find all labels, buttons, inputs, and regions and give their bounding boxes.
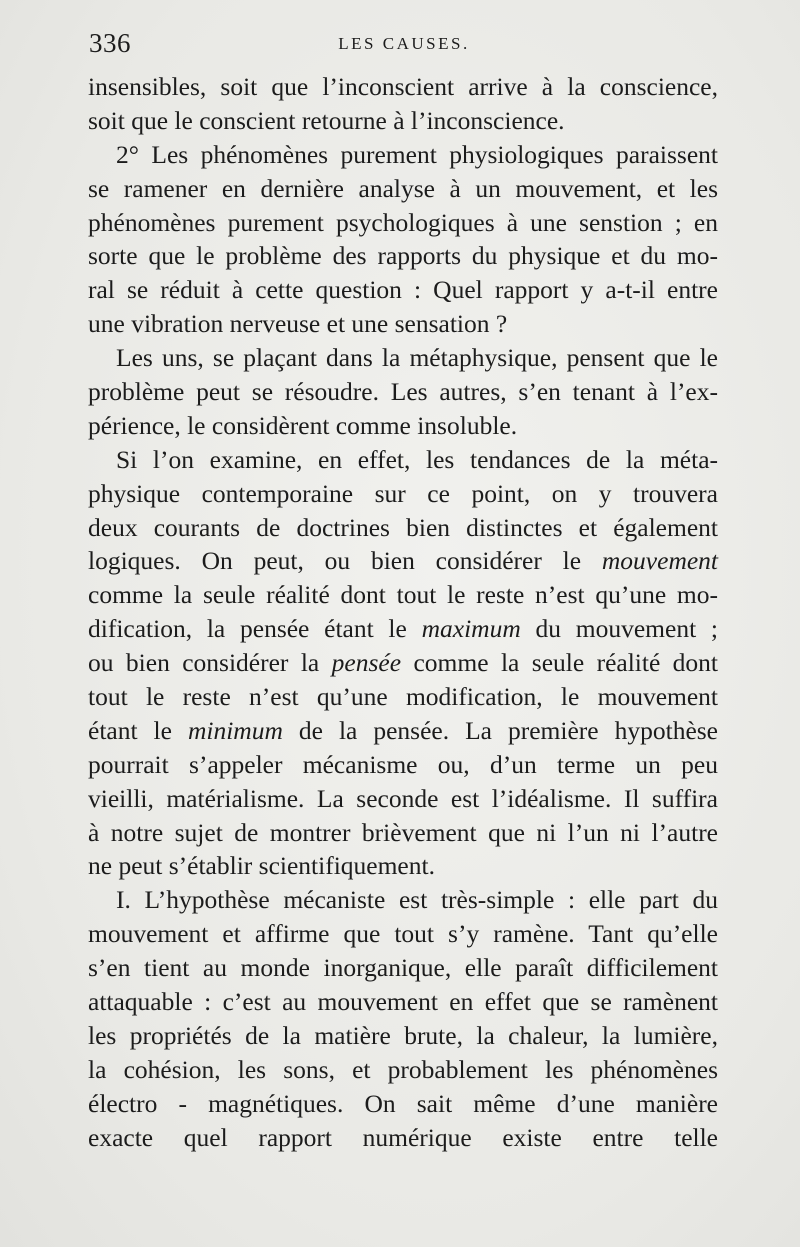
text-line: à notre sujet de montrer brièvement que ni l’un ni l’autre xyxy=(88,817,718,847)
text-line: mouvement et affirme que tout s’y ramène. Tant qu’elle xyxy=(88,919,718,949)
text-line: logiques. On peut, ou bien considérer le mouvement xyxy=(88,546,719,576)
text-line: insensibles, soit que l’inconscient arrive à la conscience, xyxy=(88,72,718,101)
text-line: se ramener en dernière analyse à un mouvement, et les xyxy=(88,173,718,203)
text-line: 2° Les phénomènes purement physiologiques paraissent xyxy=(116,139,718,169)
text-line: phénomènes purement psychologiques à une senstion ; en xyxy=(88,207,718,237)
text-line: étant le minimum de la pensée. La première hypothèse xyxy=(88,715,719,745)
text-line: s’en tient au monde inorganique, elle paraît difficilement xyxy=(88,953,718,983)
italic-term: pensée xyxy=(331,648,402,678)
text-line: I. L’hypothèse mécaniste est très-simple : elle part du xyxy=(116,885,718,915)
italic-term: minimum xyxy=(187,715,283,745)
text-line: une vibration nerveuse et une sensation ? xyxy=(88,309,508,339)
text-line: électro - magnétiques. On sait même d’une manière xyxy=(88,1088,718,1118)
text-line: périence, le considèrent comme insoluble. xyxy=(88,410,518,440)
text-line: pourrait s’appeler mécanisme ou, d’un terme un peu xyxy=(88,749,718,779)
text-line: vieilli, matérialisme. La seconde est l’idéalisme. Il suffira xyxy=(88,783,718,813)
page-header xyxy=(89,28,719,62)
text-line: ral se réduit à cette question : Quel rapport y a-t-il entre xyxy=(88,275,718,305)
text-line: attaquable : c’est au mouvement en effet que se ramènent xyxy=(88,987,718,1017)
text-line: problème peut se résoudre. Les autres, s’en tenant à l’ex- xyxy=(88,377,718,407)
text-line: Les uns, se plaçant dans la métaphysique, pensent que le xyxy=(116,343,718,373)
text-line: ou bien considérer la pensée comme la seule réalité dont xyxy=(88,648,719,678)
text-line: exacte quel rapport numérique existe entre telle xyxy=(88,1122,718,1152)
text-line: deux courants de doctrines bien distinctes et également xyxy=(88,512,718,542)
body-text xyxy=(88,70,718,1155)
text-line: la cohésion, les sons, et probablement les phénomènes xyxy=(88,1054,718,1084)
italic-term: maximum xyxy=(421,614,521,644)
text-line: dification, la pensée étant le maximum du mouvement ; xyxy=(88,614,719,644)
page-number: 336 xyxy=(89,28,131,58)
text-line: soit que le conscient retourne à l’inconscience. xyxy=(88,105,565,135)
running-head: LES CAUSES. xyxy=(338,34,470,53)
text-line: les propriétés de la matière brute, la chaleur, la lumière, xyxy=(88,1020,718,1050)
text-line: Si l’on examine, en effet, les tendances de la méta- xyxy=(116,444,718,474)
italic-term: mouvement xyxy=(601,546,719,576)
text-line: sorte que le problème des rapports du physique et du mo- xyxy=(88,241,718,271)
text-line: ne peut s’établir scientifiquement. xyxy=(88,851,435,881)
text-line: comme la seule réalité dont tout le reste n’est qu’une mo- xyxy=(88,580,718,610)
text-line: physique contemporaine sur ce point, on y trouvera xyxy=(88,478,718,508)
text-line: tout le reste n’est qu’une modification, le mouvement xyxy=(88,682,718,712)
